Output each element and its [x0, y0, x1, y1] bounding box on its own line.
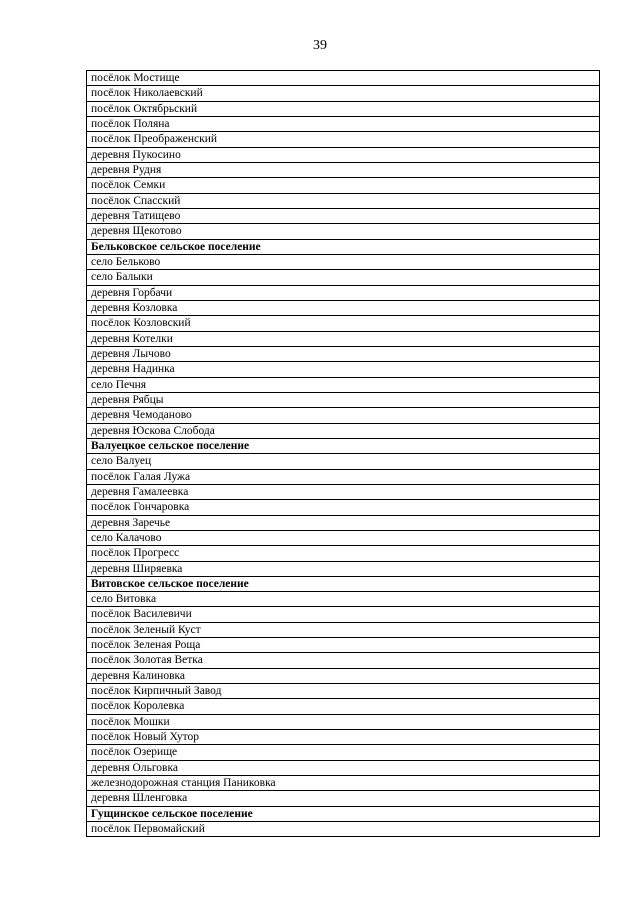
- settlement-name-cell: железнодорожная станция Паниковка: [87, 776, 600, 791]
- table-row: [87, 469, 600, 484]
- settlement-name-cell: деревня Рябцы: [87, 392, 600, 407]
- section-heading-cell: Валуецкое сельское поселение: [87, 438, 600, 453]
- settlement-table: [86, 70, 600, 837]
- table-row: [87, 300, 600, 315]
- settlement-name-cell: село Печня: [87, 377, 600, 392]
- settlement-name-cell: деревня Котелки: [87, 331, 600, 346]
- settlement-table-body: [87, 71, 600, 837]
- table-row: [87, 638, 600, 653]
- table-row: [87, 592, 600, 607]
- table-row: [87, 132, 600, 147]
- section-heading-row: [87, 806, 600, 821]
- settlement-name-cell: деревня Гамалеевка: [87, 484, 600, 499]
- table-row: [87, 346, 600, 361]
- table-row: [87, 408, 600, 423]
- table-row: [87, 730, 600, 745]
- settlement-name-cell: посёлок Зеленый Куст: [87, 622, 600, 637]
- section-heading-cell: Бельковское сельское поселение: [87, 239, 600, 254]
- table-row: [87, 331, 600, 346]
- settlement-name-cell: посёлок Золотая Ветка: [87, 653, 600, 668]
- table-row: [87, 561, 600, 576]
- settlement-name-cell: посёлок Кирпичный Завод: [87, 684, 600, 699]
- settlement-name-cell: посёлок Прогресс: [87, 546, 600, 561]
- settlement-name-cell: деревня Горбачи: [87, 285, 600, 300]
- table-row: [87, 791, 600, 806]
- settlement-name-cell: посёлок Поляна: [87, 116, 600, 131]
- table-row: [87, 147, 600, 162]
- settlement-name-cell: посёлок Королевка: [87, 699, 600, 714]
- table-row: [87, 714, 600, 729]
- table-row: [87, 224, 600, 239]
- settlement-name-cell: деревня Ольговка: [87, 760, 600, 775]
- table-row: [87, 515, 600, 530]
- table-row: [87, 822, 600, 837]
- table-row: [87, 285, 600, 300]
- table-row: [87, 500, 600, 515]
- table-row: [87, 668, 600, 683]
- table-row: [87, 760, 600, 775]
- settlement-name-cell: деревня Пукосино: [87, 147, 600, 162]
- table-row: [87, 699, 600, 714]
- table-row: [87, 776, 600, 791]
- settlement-name-cell: посёлок Козловский: [87, 316, 600, 331]
- table-row: [87, 377, 600, 392]
- settlement-name-cell: посёлок Николаевский: [87, 86, 600, 101]
- section-heading-cell: Гущинское сельское поселение: [87, 806, 600, 821]
- section-heading-row: [87, 239, 600, 254]
- settlement-name-cell: посёлок Мостище: [87, 71, 600, 86]
- settlement-name-cell: деревня Калиновка: [87, 668, 600, 683]
- settlement-name-cell: посёлок Зеленая Роща: [87, 638, 600, 653]
- table-row: [87, 362, 600, 377]
- settlement-name-cell: посёлок Василевичи: [87, 607, 600, 622]
- table-row: [87, 208, 600, 223]
- settlement-name-cell: деревня Татищево: [87, 208, 600, 223]
- settlement-name-cell: деревня Надинка: [87, 362, 600, 377]
- settlement-name-cell: деревня Лычово: [87, 346, 600, 361]
- settlement-name-cell: село Балыки: [87, 270, 600, 285]
- settlement-name-cell: деревня Козловка: [87, 300, 600, 315]
- table-row: [87, 423, 600, 438]
- table-row: [87, 71, 600, 86]
- settlement-name-cell: село Витовка: [87, 592, 600, 607]
- table-row: [87, 178, 600, 193]
- settlement-name-cell: посёлок Семки: [87, 178, 600, 193]
- settlement-name-cell: деревня Чемоданово: [87, 408, 600, 423]
- table-row: [87, 530, 600, 545]
- table-row: [87, 622, 600, 637]
- table-row: [87, 193, 600, 208]
- settlement-name-cell: посёлок Спасский: [87, 193, 600, 208]
- section-heading-row: [87, 438, 600, 453]
- table-row: [87, 745, 600, 760]
- settlement-name-cell: посёлок Преображенский: [87, 132, 600, 147]
- settlement-name-cell: село Калачово: [87, 530, 600, 545]
- settlement-name-cell: деревня Юскова Слобода: [87, 423, 600, 438]
- table-row: [87, 162, 600, 177]
- settlement-name-cell: посёлок Первомайский: [87, 822, 600, 837]
- settlement-name-cell: деревня Щекотово: [87, 224, 600, 239]
- table-row: [87, 316, 600, 331]
- settlement-name-cell: посёлок Мошки: [87, 714, 600, 729]
- settlement-name-cell: посёлок Озерище: [87, 745, 600, 760]
- table-row: [87, 86, 600, 101]
- table-row: [87, 392, 600, 407]
- settlement-name-cell: посёлок Новый Хутор: [87, 730, 600, 745]
- table-row: [87, 546, 600, 561]
- settlement-name-cell: деревня Ширяевка: [87, 561, 600, 576]
- table-row: [87, 116, 600, 131]
- settlement-name-cell: деревня Рудня: [87, 162, 600, 177]
- settlement-name-cell: деревня Шленговка: [87, 791, 600, 806]
- table-row: [87, 607, 600, 622]
- table-row: [87, 484, 600, 499]
- settlement-name-cell: посёлок Гончаровка: [87, 500, 600, 515]
- settlement-name-cell: посёлок Галая Лужа: [87, 469, 600, 484]
- section-heading-row: [87, 576, 600, 591]
- table-row: [87, 653, 600, 668]
- section-heading-cell: Витовское сельское поселение: [87, 576, 600, 591]
- settlement-name-cell: деревня Заречье: [87, 515, 600, 530]
- table-row: [87, 270, 600, 285]
- page-number: 39: [313, 38, 327, 53]
- table-row: [87, 101, 600, 116]
- table-row: [87, 254, 600, 269]
- table-row: [87, 684, 600, 699]
- settlement-name-cell: село Бельково: [87, 254, 600, 269]
- settlement-name-cell: посёлок Октябрьский: [87, 101, 600, 116]
- table-row: [87, 454, 600, 469]
- settlement-name-cell: село Валуец: [87, 454, 600, 469]
